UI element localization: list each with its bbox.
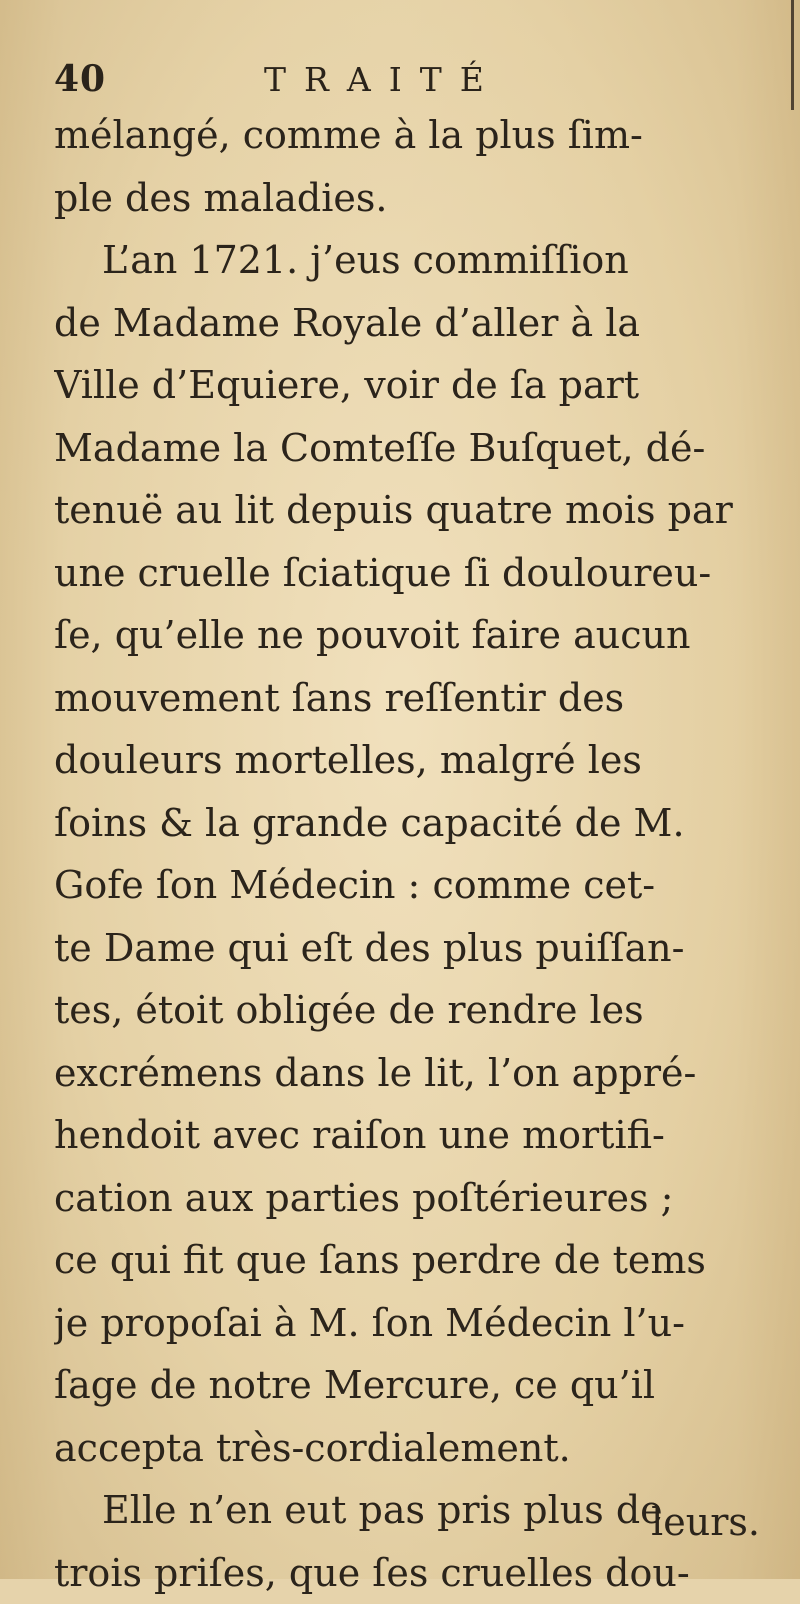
- running-title: TRAITÉ: [264, 60, 502, 99]
- text-line: excrémens dans le lit, l’on appré-: [54, 1042, 774, 1105]
- text-line: Madame la Comteſſe Buſquet, dé-: [54, 417, 774, 480]
- text-line: ple des maladies.: [54, 167, 774, 230]
- body-text: [54, 104, 774, 1604]
- text-line: Gofe ſon Médecin : comme cet-: [54, 854, 774, 917]
- text-line: trois priſes, que ſes cruelles dou-: [54, 1542, 774, 1604]
- text-line: mouvement ſans reſſentir des: [54, 667, 774, 730]
- text-line: ſage de notre Mercure, ce qu’il: [54, 1354, 774, 1417]
- text-line: de Madame Royale d’aller à la: [54, 292, 774, 355]
- text-line: accepta très-cordialement.: [54, 1417, 774, 1480]
- text-line: ce qui fit que ſans perdre de tems: [54, 1229, 774, 1292]
- catchword: leurs.: [651, 1500, 760, 1544]
- text-line: hendoit avec raiſon une mortifi-: [54, 1104, 774, 1167]
- text-line: Ville d’Equiere, voir de ſa part: [54, 354, 774, 417]
- text-line: ſoins & la grande capacité de M.: [54, 792, 774, 855]
- text-line: tes, étoit obligée de rendre les: [54, 979, 774, 1042]
- text-line: cation aux parties poſtérieures ;: [54, 1167, 774, 1230]
- text-line: L’an 1721. j’eus commiſſion: [54, 229, 774, 292]
- page-edge-shadow: [791, 0, 794, 110]
- text-line: douleurs mortelles, malgré les: [54, 729, 774, 792]
- text-line: je propoſai à M. ſon Médecin l’u-: [54, 1292, 774, 1355]
- text-line: mélangé, comme à la plus ſim-: [54, 104, 774, 167]
- text-line: ſe, qu’elle ne pouvoit faire aucun: [54, 604, 774, 667]
- text-line: Elle n’en eut pas pris plus de: [54, 1479, 774, 1542]
- text-line: te Dame qui eſt des plus puiſſan-: [54, 917, 774, 980]
- text-line: une cruelle ſciatique ſi douloureu-: [54, 542, 774, 605]
- page-number: 40: [54, 58, 106, 100]
- text-line: tenuë au lit depuis quatre mois par: [54, 479, 774, 542]
